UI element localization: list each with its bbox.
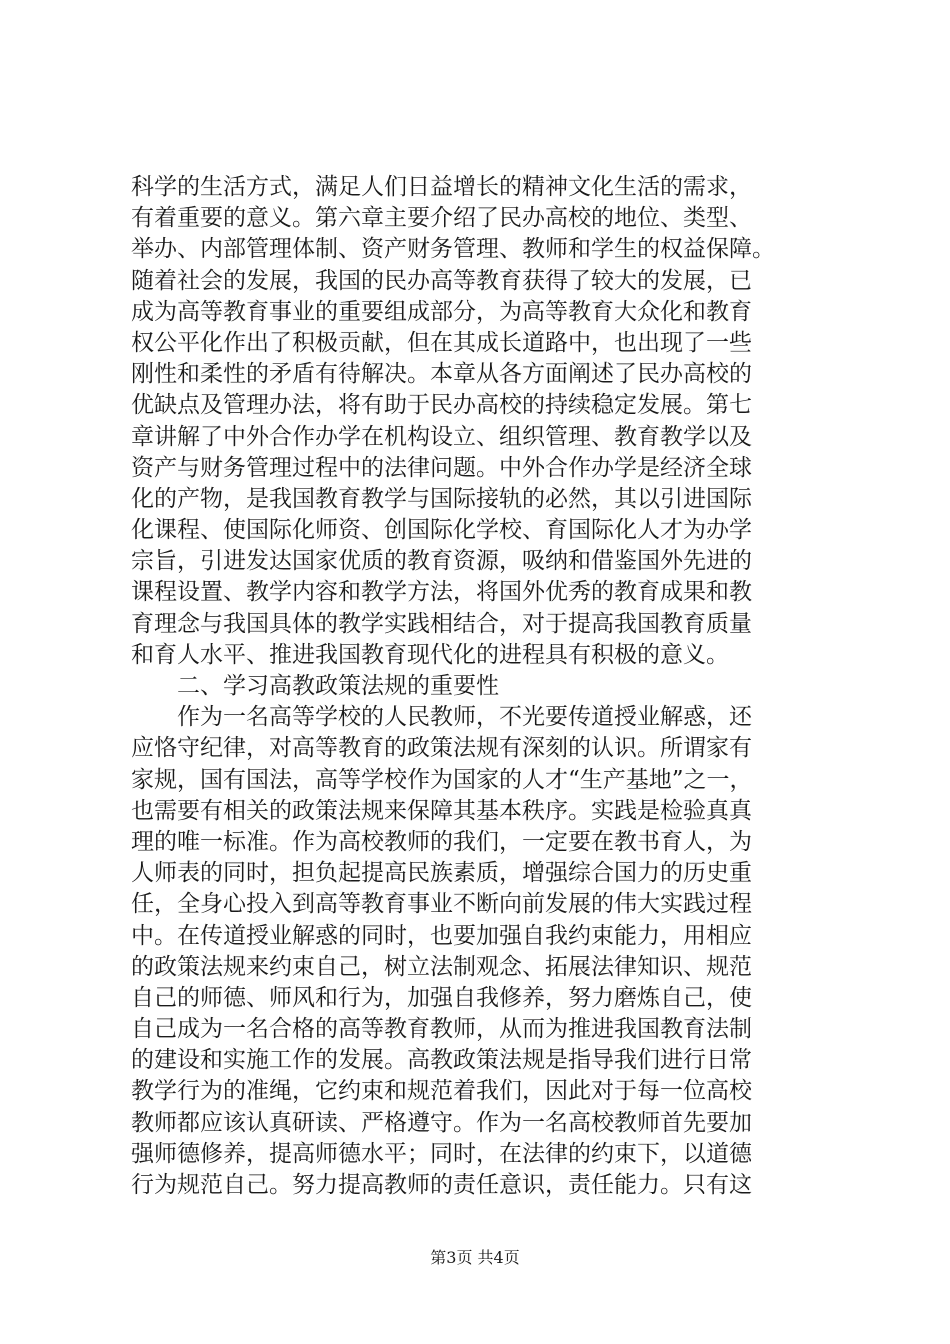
text-line: 教学行为的准绳，它约束和规范着我们，因此对于每一位高校 (131, 1078, 752, 1105)
text-line: 优缺点及管理办法，将有助于民办高校的持续稳定发展。第七 (131, 392, 752, 419)
text-line: 章讲解了中外合作办学在机构设立、组织管理、教育教学以及 (131, 423, 752, 450)
text-line: 家规，国有国法，高等学校作为国家的人才“生产基地”之一， (131, 766, 753, 793)
text-line: 资产与财务管理过程中的法律问题。中外合作办学是经济全球 (131, 454, 752, 481)
text-line: 宗旨，引进发达国家优质的教育资源，吸纳和借鉴国外先进的 (131, 548, 752, 575)
text-line: 课程设置、教学内容和教学方法，将国外优秀的教育成果和教 (131, 579, 752, 606)
text-line: 应恪守纪律，对高等教育的政策法规有深刻的认识。所谓家有 (131, 735, 752, 762)
text-line: 随着社会的发展，我国的民办高等教育获得了较大的发展，已 (131, 267, 752, 294)
text-line: 权公平化作出了积极贡献，但在其成长道路中，也出现了一些 (131, 329, 752, 356)
text-line: 教师都应该认真研读、严格遵守。作为一名高校教师首先要加 (131, 1109, 752, 1136)
text-line: 人师表的同时，担负起提高民族素质，增强综合国力的历史重 (131, 860, 752, 887)
page-number-footer: 第3页 共4页 (430, 1248, 520, 1267)
text-line: 化的产物，是我国教育教学与国际接轨的必然，其以引进国际 (131, 485, 752, 512)
text-line: 和育人水平、推进我国教育现代化的进程具有积极的意义。 (131, 641, 729, 668)
text-line: 科学的生活方式，满足人们日益增长的精神文化生活的需求， (131, 174, 752, 200)
text-line: 自己成为一名合格的高等教育教师，从而为推进我国教育法制 (131, 1016, 752, 1043)
text-line: 举办、内部管理体制、资产财务管理、教师和学生的权益保障。 (131, 236, 775, 263)
text-line: 也需要有相关的政策法规来保障其基本秩序。实践是检验真真 (131, 797, 752, 824)
text-line: 刚性和柔性的矛盾有待解决。本章从各方面阐述了民办高校的 (131, 361, 752, 388)
text-line: 任，全身心投入到高等教育事业不断向前发展的伟大实践过程 (131, 891, 752, 918)
text-line: 强师德修养，提高师德水平；同时，在法律的约束下，以道德 (131, 1140, 752, 1167)
text-line: 的政策法规来约束自己，树立法制观念、拓展法律知识、规范 (131, 953, 752, 980)
text-line: 成为高等教育事业的重要组成部分，为高等教育大众化和教育 (131, 298, 752, 325)
text-line: 理的唯一标准。作为高校教师的我们，一定要在教书育人，为 (131, 828, 752, 855)
text-line: 中。在传道授业解惑的同时，也要加强自我约束能力，用相应 (131, 922, 752, 949)
text-line: 化课程、使国际化师资、创国际化学校、育国际化人才为办学 (131, 517, 752, 544)
text-line: 行为规范自己。努力提高教师的责任意识，责任能力。只有这 (131, 1172, 752, 1198)
body-text (131, 172, 831, 1201)
paragraph-first-line: 作为一名高等学校的人民教师，不光要传道授业解惑，还 (177, 704, 752, 731)
section-heading: 二、学习高教政策法规的重要性 (177, 673, 499, 699)
text-line: 育理念与我国具体的教学实践相结合，对于提高我国教育质量 (131, 610, 752, 637)
text-line: 有着重要的意义。第六章主要介绍了民办高校的地位、类型、 (131, 205, 752, 232)
text-line: 的建设和实施工作的发展。高教政策法规是指导我们进行日常 (131, 1047, 752, 1074)
text-line: 自己的师德、师风和行为，加强自我修养，努力磨炼自己，使 (131, 984, 752, 1011)
